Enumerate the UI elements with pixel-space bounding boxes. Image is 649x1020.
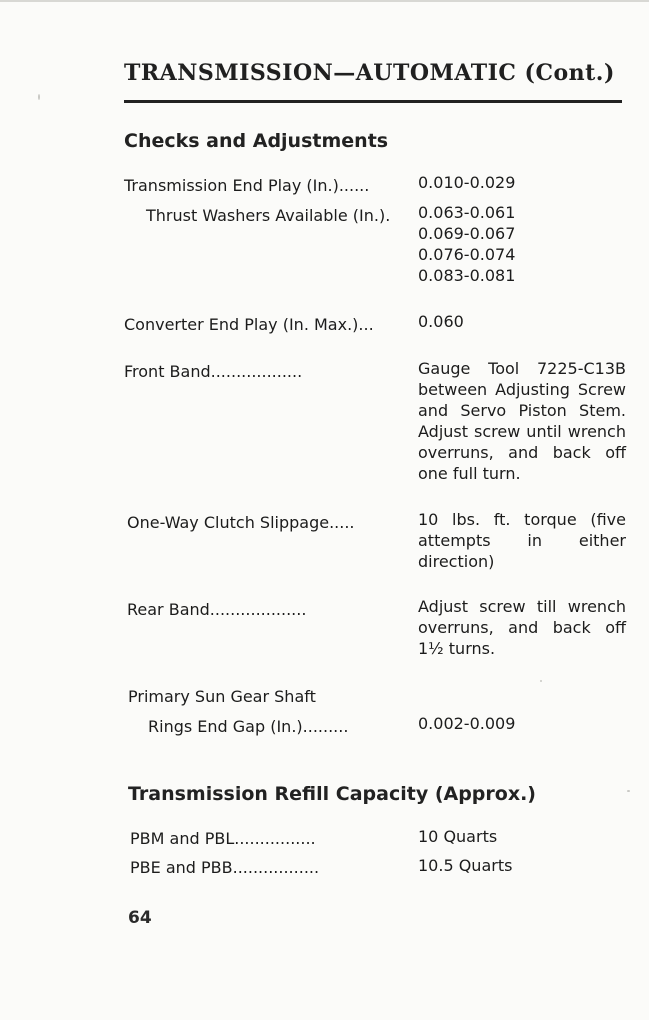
value-line: 0.063-0.061 [418,203,516,222]
scan-speck [540,680,542,682]
scan-speck [627,790,630,792]
spec-value-rings-end-gap [418,713,626,734]
spec-label-converter-end-play: Converter End Play (In. Max.)... [124,315,374,334]
value-line: 0.076-0.074 [418,245,516,264]
refill-heading: Transmission Refill Capacity (Approx.) [128,783,536,805]
page-title: TRANSMISSION—AUTOMATIC (Cont.) [124,60,615,86]
scan-speck [38,94,40,100]
spec-label-rear-band: Rear Band................... [127,600,307,619]
refill-value-pbm-pbl: 10 Quarts [418,827,498,846]
value-line: 0.060 [418,312,464,331]
spec-value-one-way-clutch: 10 lbs. ft. torque (five attempts in either direction) [418,510,626,571]
spec-value-converter-end-play [418,311,626,332]
spec-label-one-way-clutch: One-Way Clutch Slippage..... [127,513,355,532]
value-line: 0.002-0.009 [418,714,516,733]
value-line: 0.010-0.029 [418,173,516,192]
spec-label-primary-sun-gear-shaft: Primary Sun Gear Shaft [128,687,316,706]
refill-label-pbe-pbb: PBE and PBB................. [130,858,320,877]
spec-label-transmission-end-play: Transmission End Play (In.)...... [124,176,370,195]
spec-value-rear-band: Adjust screw till wrench overruns, and back off 1½ turns. [418,597,626,658]
spec-label-thrust-washers: Thrust Washers Available (In.). [146,206,391,225]
refill-value-pbe-pbb: 10.5 Quarts [418,856,513,875]
spec-value-thrust-washers [418,202,626,286]
value-line: 0.069-0.067 [418,224,516,243]
page-number: 64 [128,908,152,928]
refill-label-pbm-pbl: PBM and PBL................ [130,829,316,848]
spec-value-transmission-end-play [418,172,626,193]
checks-heading: Checks and Adjustments [124,130,389,152]
title-divider [124,100,622,103]
page-edge-rule [0,0,649,2]
spec-value-front-band: Gauge Tool 7225-C13B between Adjusting Screw and Servo Piston Stem. Adjust screw until wrench overruns, and back off one full turn. [418,359,626,483]
value-line: 0.083-0.081 [418,266,516,285]
spec-label-front-band: Front Band.................. [124,362,303,381]
spec-label-rings-end-gap: Rings End Gap (In.)......... [148,717,349,736]
